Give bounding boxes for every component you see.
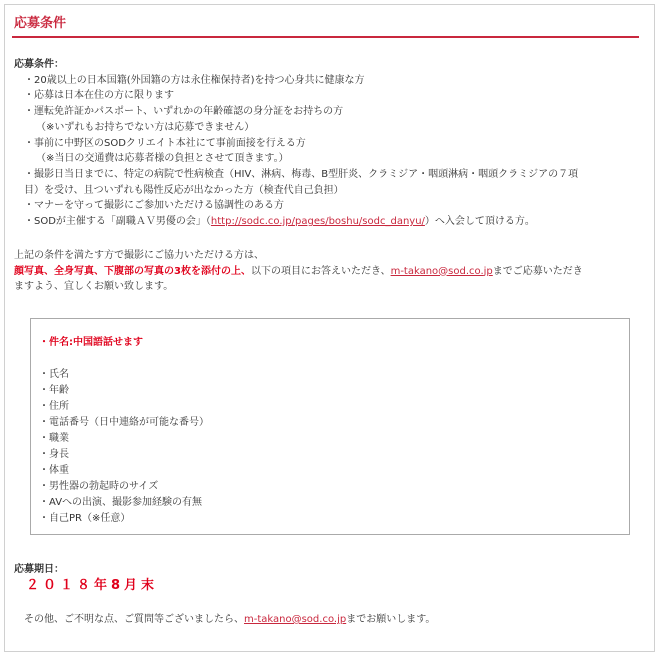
application-form-box <box>30 318 630 535</box>
condition-item: ・事前に中野区のSODクリエイト本社にて事前面接を行える方 <box>24 137 306 149</box>
sod-danyu-link[interactable]: http://sodc.co.jp/pages/boshu/sodc_danyu/ <box>210 216 425 228</box>
condition-note: （※当日の交通費は応募者様の負担とさせて頂きます。） <box>36 153 289 165</box>
form-field: ・身長 <box>39 449 69 460</box>
form-field: ・電話番号（日中連絡が可能な番号） <box>39 417 209 428</box>
condition-item: ・応募は日本在住の方に限ります <box>24 90 174 102</box>
condition-item-sod <box>14 214 578 230</box>
title-divider <box>12 36 639 38</box>
form-field: ・自己PR（※任意） <box>39 513 131 524</box>
closing-suffix: までお願いします。 <box>346 614 436 625</box>
deadline-label: 応募期日： <box>14 564 64 575</box>
closing-email-link[interactable]: m-takano@sod.co.jp <box>244 614 347 625</box>
instructions-line3: ますよう、宜しくお願い致します。 <box>14 281 174 293</box>
condition-item: ・マナーを守って撮影にご参加いただける協調性のある方 <box>24 200 284 212</box>
section-title: 応募条件 <box>14 16 67 31</box>
instructions-line2 <box>14 264 634 280</box>
conditions-heading: 応募条件： <box>14 59 64 70</box>
condition-item: ・20歳以上の日本国籍(外国籍の方は永住権保持者)を持つ心身共に健康な方 <box>24 74 365 86</box>
instructions-after-email: までご応募いただき <box>492 265 583 277</box>
photo-requirement: 顔写真、全身写真、下腹部の写真の3枚を添付の上、 <box>14 265 251 277</box>
closing-text <box>24 610 435 625</box>
form-field: ・年齢 <box>39 385 69 396</box>
instructions-line1: 上記の条件を満たす方で撮影にご協力いただける方は、 <box>14 250 264 261</box>
application-instructions <box>14 248 634 295</box>
sod-item-suffix: ）へ入会して頂ける方。 <box>424 216 535 228</box>
conditions-section <box>14 57 578 230</box>
form-field: ・住所 <box>39 401 69 412</box>
condition-note: （※いずれもお持ちでない方は応募できません） <box>36 121 255 133</box>
form-field: ・AVへの出演、撮影参加経験の有無 <box>39 497 203 508</box>
deadline-date: ２０１８年8月末 <box>26 578 159 593</box>
form-field: ・男性器の勃起時のサイズ <box>39 481 159 492</box>
form-subject: ・件名:中国語話せます <box>39 337 143 348</box>
condition-item-continued: 目）を受け、且ついずれも陽性反応が出なかった方（検査代自己負担） <box>24 184 344 196</box>
form-field: ・職業 <box>39 433 69 444</box>
condition-item: ・運転免許証かパスポート、いずれかの年齢確認の身分証をお持ちの方 <box>24 106 344 118</box>
closing-prefix: その他、ご不明な点、ご質問等ございましたら、 <box>24 614 244 625</box>
email-link[interactable]: m-takano@sod.co.jp <box>390 265 493 277</box>
form-field: ・体重 <box>39 465 69 476</box>
form-field: ・氏名 <box>39 369 69 380</box>
condition-item: ・撮影日当日までに、特定の病院で性病検査（HIV、淋病、梅毒、B型肝炎、クラミジア・咽頭淋病・咽頭クラミジアの７項 <box>24 168 579 180</box>
instructions-mid: 以下の項目にお答えいただき、 <box>250 265 391 277</box>
sod-item-prefix: ・SODが主催する「副職ＡＶ男優の会」（ <box>24 216 211 228</box>
